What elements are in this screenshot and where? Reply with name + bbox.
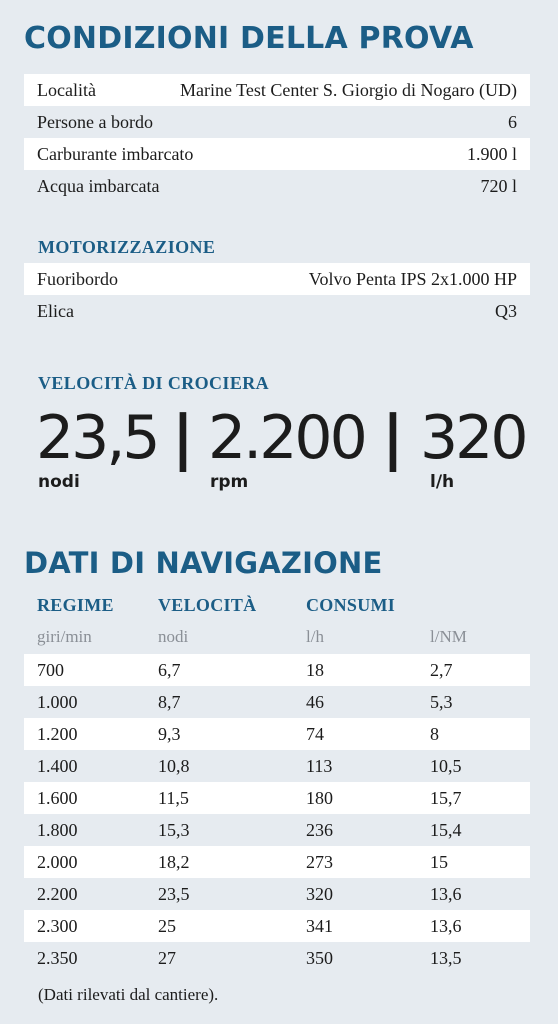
cell-rpm: 1.000 [37,692,78,712]
cell-speed: 27 [158,948,176,968]
cruise-consumption-value: 320 [420,403,526,473]
table-row [24,910,530,942]
condition-value: Marine Test Center S. Giorgio di Nogaro (UD) [179,79,517,100]
condition-value: 720 l [480,175,517,196]
engine-label: Elica [37,300,74,321]
navigation-title: DATI DI NAVIGAZIONE [24,546,383,580]
engine-value: Volvo Penta IPS 2x1.000 HP [308,268,517,289]
cell-lnm: 13,6 [430,884,462,904]
engine-row-outboard [24,263,530,295]
cell-lh: 236 [306,820,333,840]
cell-rpm: 700 [37,660,64,680]
cell-lnm: 13,5 [430,948,462,968]
engine-value: Q3 [495,300,517,321]
table-row [24,878,530,910]
condition-value: 1.900 l [466,143,517,164]
table-row [24,686,530,718]
cell-speed: 6,7 [158,660,181,680]
cruise-speed-value: 23,5 [36,403,158,473]
header-regime: REGIME [37,595,114,615]
cell-lh: 74 [306,724,324,744]
cruise-rpm-value: 2.200 [208,403,365,473]
unit-knots: nodi [158,627,189,646]
cell-lnm: 8 [430,724,439,744]
navigation-header-row [24,592,530,618]
table-row [24,718,530,750]
cell-lh: 113 [306,756,333,776]
cell-lnm: 10,5 [430,756,462,776]
navigation-table-body [24,654,530,974]
table-row [24,750,530,782]
cell-rpm: 1.400 [37,756,78,776]
cell-lh: 273 [306,852,333,872]
condition-row-location [24,74,530,106]
table-row [24,942,530,974]
condition-label: Persone a bordo [37,111,153,132]
conditions-table [24,74,530,202]
cell-lh: 341 [306,916,333,936]
cell-speed: 23,5 [158,884,190,904]
cell-speed: 15,3 [158,820,190,840]
cell-lnm: 13,6 [430,916,462,936]
condition-label: Carburante imbarcato [37,143,194,164]
navigation-units-row [24,624,530,650]
cell-lnm: 15,7 [430,788,462,808]
cruise-separator: | [382,403,404,473]
table-row [24,814,530,846]
condition-value: 6 [508,111,517,132]
cell-rpm: 1.600 [37,788,78,808]
table-row [24,654,530,686]
cell-speed: 18,2 [158,852,190,872]
unit-rpm: giri/min [37,627,92,646]
cell-lh: 320 [306,884,333,904]
cell-rpm: 1.800 [37,820,78,840]
engine-label: Fuoribordo [37,268,118,289]
cruise-rpm-unit: rpm [210,472,249,492]
header-velocita: VELOCITÀ [158,595,257,615]
condition-label: Località [37,79,96,100]
engine-title: MOTORIZZAZIONE [38,237,216,257]
cell-speed: 11,5 [158,788,189,808]
cell-lh: 46 [306,692,324,712]
table-row [24,782,530,814]
header-consumi: CONSUMI [306,595,396,615]
cell-lnm: 15 [430,852,448,872]
cell-speed: 9,3 [158,724,181,744]
cell-rpm: 1.200 [37,724,78,744]
cell-rpm: 2.300 [37,916,78,936]
condition-row-fuel [24,138,530,170]
unit-liters-hour: l/h [306,627,324,646]
cell-lnm: 2,7 [430,660,453,680]
cell-rpm: 2.200 [37,884,78,904]
engine-table [24,263,530,327]
unit-liters-nm: l/NM [430,627,467,646]
cell-lh: 180 [306,788,333,808]
cruise-speed-unit: nodi [38,472,80,492]
table-row [24,846,530,878]
cell-lh: 18 [306,660,324,680]
condition-row-people [24,106,530,138]
conditions-title: CONDIZIONI DELLA PROVA [24,21,474,56]
source-note: (Dati rilevati dal cantiere). [38,985,219,1004]
cruise-figures [36,402,536,494]
cell-speed: 25 [158,916,176,936]
cell-lh: 350 [306,948,333,968]
cruise-separator: | [172,403,194,473]
engine-row-propeller [24,295,530,327]
cell-rpm: 2.000 [37,852,78,872]
cruise-consumption-unit: l/h [430,472,455,492]
cell-lnm: 5,3 [430,692,453,712]
cell-rpm: 2.350 [37,948,78,968]
cell-speed: 10,8 [158,756,190,776]
cell-lnm: 15,4 [430,820,462,840]
condition-row-water [24,170,530,202]
cell-speed: 8,7 [158,692,181,712]
condition-label: Acqua imbarcata [37,175,160,196]
cruise-title: VELOCITÀ DI CROCIERA [38,373,270,393]
